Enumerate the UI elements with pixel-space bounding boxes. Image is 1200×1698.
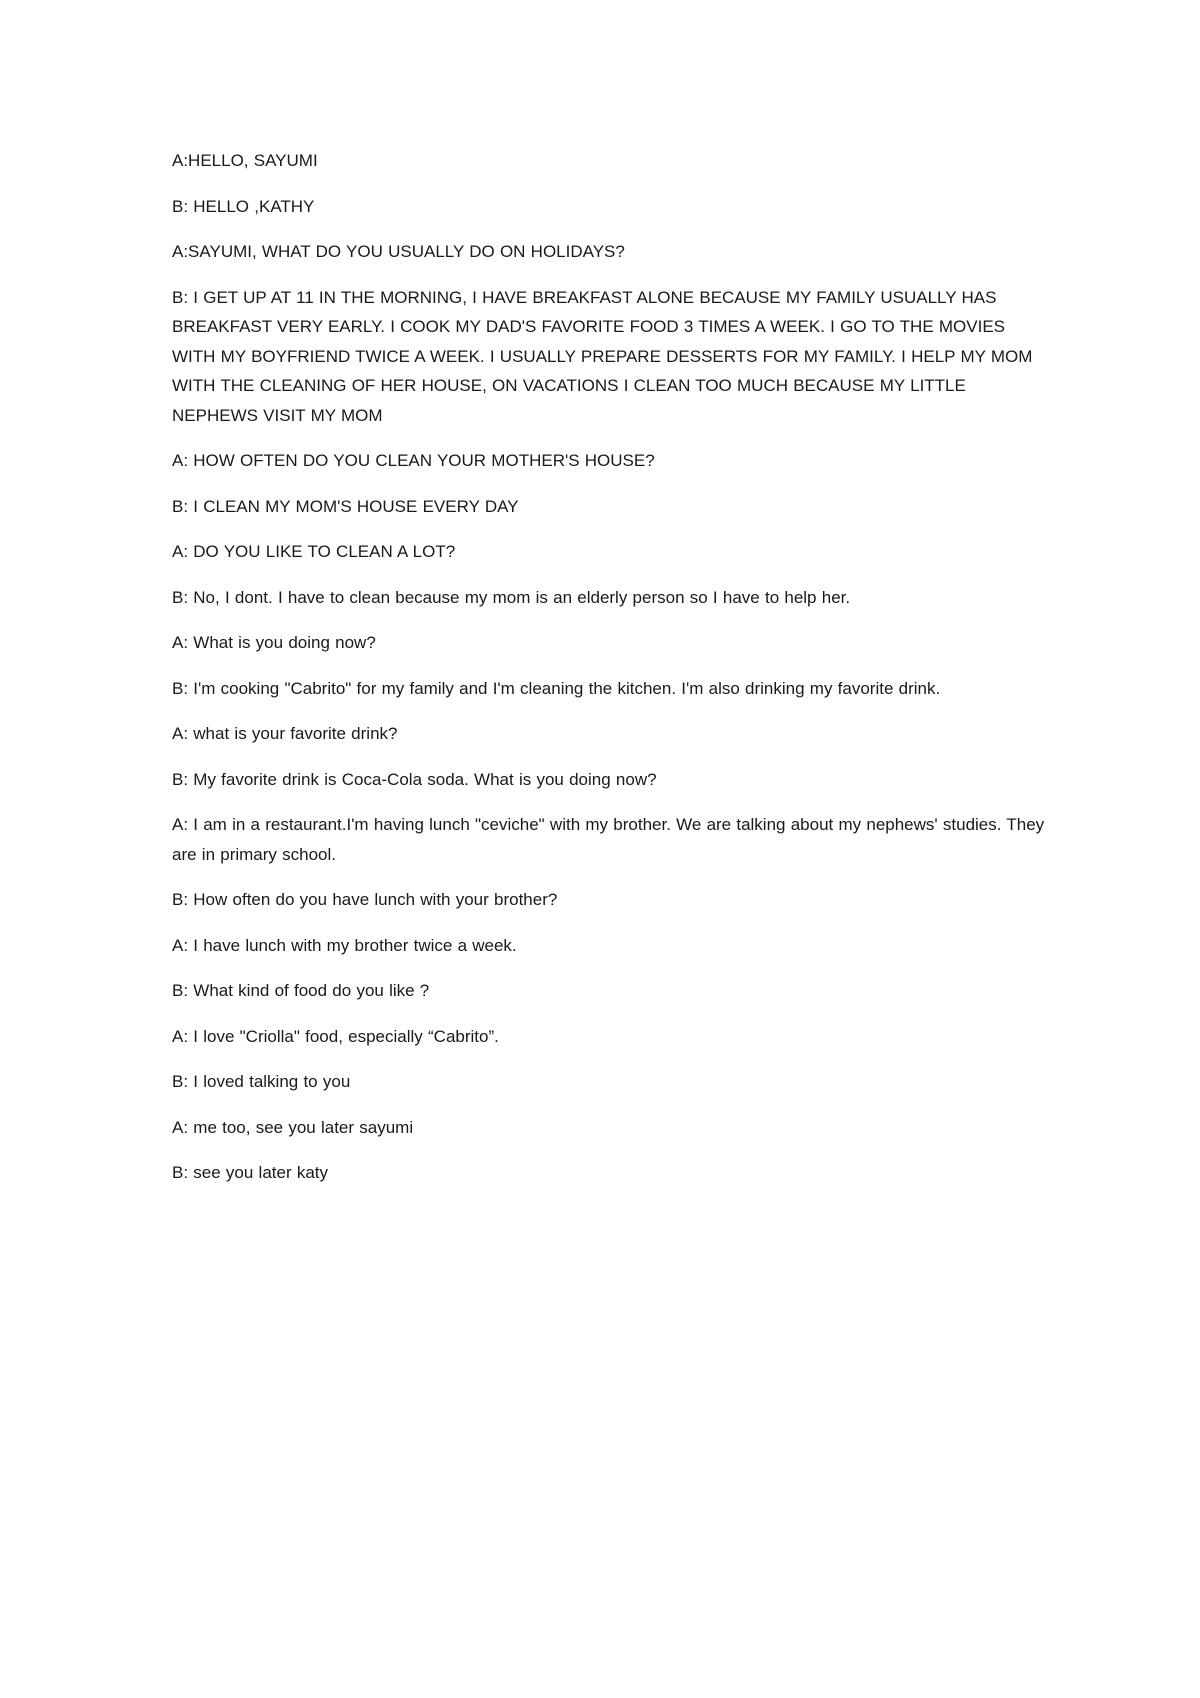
dialogue-line: A: I have lunch with my brother twice a week. (172, 935, 517, 955)
dialogue-line: B: What kind of food do you like ? (172, 981, 430, 1000)
dialogue-line: B: see you later katy (172, 1163, 329, 1182)
dialogue-line: A:HELLO, SAYUMI (172, 151, 318, 170)
dialogue-line: A:SAYUMI, WHAT DO YOU USUALLY DO ON HOLIDAYS? (172, 242, 625, 261)
dialogue-line: A: I am in a restaurant.I'm having lunch "ceviche" with my brother. We are talking about my nephews' studies. They are in primary school. (172, 815, 1045, 864)
dialogue-line: A: HOW OFTEN DO YOU CLEAN YOUR MOTHER'S HOUSE? (172, 451, 655, 470)
dialogue-line: B: I loved talking to you (172, 1072, 351, 1091)
dialogue-line: B: I GET UP AT 11 IN THE MORNING, I HAVE BREAKFAST ALONE BECAUSE MY FAMILY USUALLY HAS BREAKFAST VERY EARLY. I COOK MY DAD'S FAVORITE FOOD 3 TIMES A WEEK. I GO TO THE MOVIES WITH MY BOYFRIEND TWICE A WEEK. I USUALLY PREPARE DESSERTS FOR MY FAMILY. I HELP MY MOM WITH THE CLEANING OF HER HOUSE, ON VACATIONS I CLEAN TOO MUCH BECAUSE MY LITTLE NEPHEWS VISIT MY MOM (172, 287, 1033, 425)
dialogue-line: A: DO YOU LIKE TO CLEAN A LOT? (172, 542, 456, 561)
dialogue-line: B: HELLO ,KATHY (172, 196, 315, 216)
dialogue-line: B: No, I dont. I have to clean because my mom is an elderly person so I have to help her. (172, 587, 851, 607)
dialogue-line: A: me too, see you later sayumi (172, 1117, 414, 1137)
dialogue-line: A: What is you doing now? (172, 633, 376, 652)
dialogue-line: B: I CLEAN MY MOM'S HOUSE EVERY DAY (172, 496, 519, 516)
dialogue-text (172, 146, 1052, 1204)
dialogue-line: B: How often do you have lunch with your brother? (172, 890, 558, 909)
dialogue-line: B: My favorite drink is Coca-Cola soda. What is you doing now? (172, 769, 657, 789)
dialogue-line: A: what is your favorite drink? (172, 724, 398, 743)
dialogue-line: B: I'm cooking "Cabrito" for my family and I'm cleaning the kitchen. I'm also drinking my favorite drink. (172, 678, 941, 698)
dialogue-line: A: I love "Criolla" food, especially “Cabrito”. (172, 1026, 499, 1046)
